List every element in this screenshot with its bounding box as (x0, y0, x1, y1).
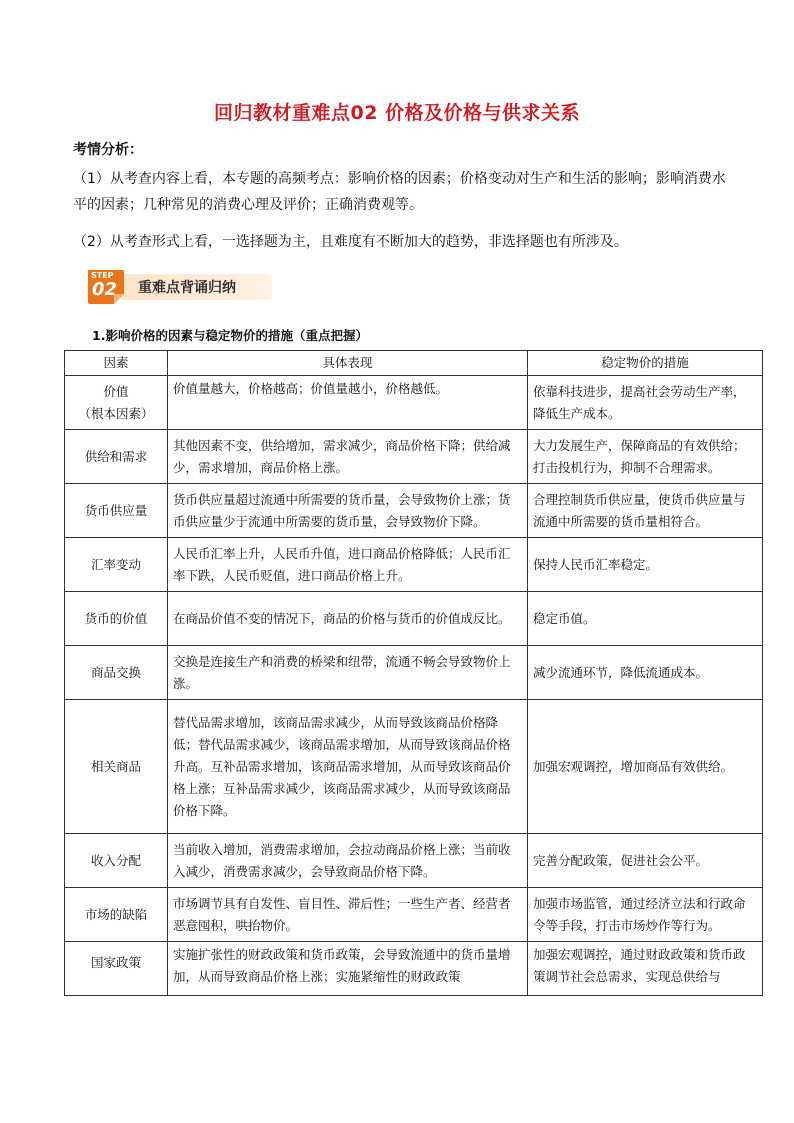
analysis-label: 考情分析： (73, 142, 143, 158)
row-measure: 加强宏观调控，通过财政政策和货币政策调节社会总需求，实现总供给与 (528, 942, 763, 996)
row-factor: 相关商品 (65, 700, 168, 834)
table-row (65, 430, 763, 484)
row-measure: 合理控制货币供应量，使货币供应量与流通中所需要的货币量相符合。 (528, 484, 763, 538)
step-title: 重难点背诵归纳 (138, 280, 236, 296)
row-factor: 货币供应量 (65, 484, 168, 538)
header-factor: 因素 (65, 351, 168, 376)
page-title: 回归教材重难点02 价格及价格与供求关系 (213, 102, 581, 124)
step-banner (82, 268, 274, 308)
row-measure: 减少流通环节，降低流通成本。 (528, 646, 763, 700)
row-detail: 人民币汇率上升，人民币升值，进口商品价格降低；人民币汇率下跌，人民币贬值，进口商品价格上升。 (168, 538, 528, 592)
row-factor-name: 价值 (103, 383, 129, 399)
row-measure: 加强市场监管，通过经济立法和行政命令等手段，打击市场炒作等行为。 (528, 888, 763, 942)
table-row (65, 538, 763, 592)
row-factor: 市场的缺陷 (65, 888, 168, 942)
row-measure: 依靠科技进步，提高社会劳动生产率，降低生产成本。 (528, 376, 763, 430)
table-row (65, 888, 763, 942)
header-detail: 具体表现 (168, 351, 528, 376)
row-factor: 国家政策 (65, 942, 168, 996)
row-factor: 供给和需求 (65, 430, 168, 484)
table-header-row (65, 351, 763, 376)
row-detail: 交换是连接生产和消费的桥梁和纽带，流通不畅会导致物价上涨。 (168, 646, 528, 700)
table-row (65, 700, 763, 834)
step-small-label: STEP (91, 271, 114, 280)
analysis-paragraph-2: （2）从考查形式上看，一选择题为主，且难度有不断加大的趋势，非选择题也有所涉及。 (73, 234, 628, 250)
row-factor (65, 376, 168, 430)
row-measure: 加强宏观调控，增加商品有效供给。 (528, 700, 763, 834)
analysis-paragraph-1: （1）从考查内容上看，本专题的高频考点：影响价格的因素；价格变动对生产和生活的影响；影响消费水平的因素；几种常见的消费心理及评价；正确消费观等。 (73, 171, 726, 213)
row-factor: 商品交换 (65, 646, 168, 700)
row-factor: 货币的价值 (65, 592, 168, 646)
row-measure: 保持人民币汇率稳定。 (528, 538, 763, 592)
row-detail: 替代品需求增加，该商品需求减少，从而导致该商品价格降低；替代品需求减少，该商品需求增加，从而导致该商品价格升高。互补品需求增加，该商品需求增加，从而导致该商品价格上涨；互补品需求减少，该商品需求减少，从而导致该商品价格下降。 (168, 700, 528, 834)
row-measure: 完善分配政策，促进社会公平。 (528, 834, 763, 888)
row-measure: 稳定币值。 (528, 592, 763, 646)
row-detail: 其他因素不变，供给增加，需求减少，商品价格下降；供给减少，需求增加，商品价格上涨。 (168, 430, 528, 484)
row-factor: 汇率变动 (65, 538, 168, 592)
table-row (65, 484, 763, 538)
table-row (65, 942, 763, 996)
row-detail: 货币供应量超过流通中所需要的货币量，会导致物价上涨；货币供应量少于流通中所需要的货币量，会导致物价下降。 (168, 484, 528, 538)
row-factor-note: （根本因素） (78, 405, 154, 421)
table-row (65, 646, 763, 700)
row-factor: 收入分配 (65, 834, 168, 888)
step-number: 02 (92, 279, 118, 300)
price-factors-table (64, 350, 763, 996)
row-detail: 市场调节具有自发性、盲目性、滞后性；一些生产者、经营者恶意囤积，哄抬物价。 (168, 888, 528, 942)
table-heading: 1.影响价格的因素与稳定物价的措施（重点把握） (92, 328, 368, 343)
row-detail: 实施扩张性的财政政策和货币政策，会导致流通中的货币量增加，从而导致商品价格上涨；实施紧缩性的财政政策 (168, 942, 528, 996)
table-row (65, 376, 763, 430)
table-row (65, 834, 763, 888)
header-measure: 稳定物价的措施 (528, 351, 763, 376)
row-detail: 在商品价值不变的情况下，商品的价格与货币的价值成反比。 (168, 592, 528, 646)
row-detail: 当前收入增加，消费需求增加，会拉动商品价格上涨；当前收入减少，消费需求减少，会导致商品价格下降。 (168, 834, 528, 888)
row-measure: 大力发展生产，保障商品的有效供给；打击投机行为，抑制不合理需求。 (528, 430, 763, 484)
table-row (65, 592, 763, 646)
row-detail: 价值量越大，价格越高；价值量越小，价格越低。 (168, 376, 528, 430)
